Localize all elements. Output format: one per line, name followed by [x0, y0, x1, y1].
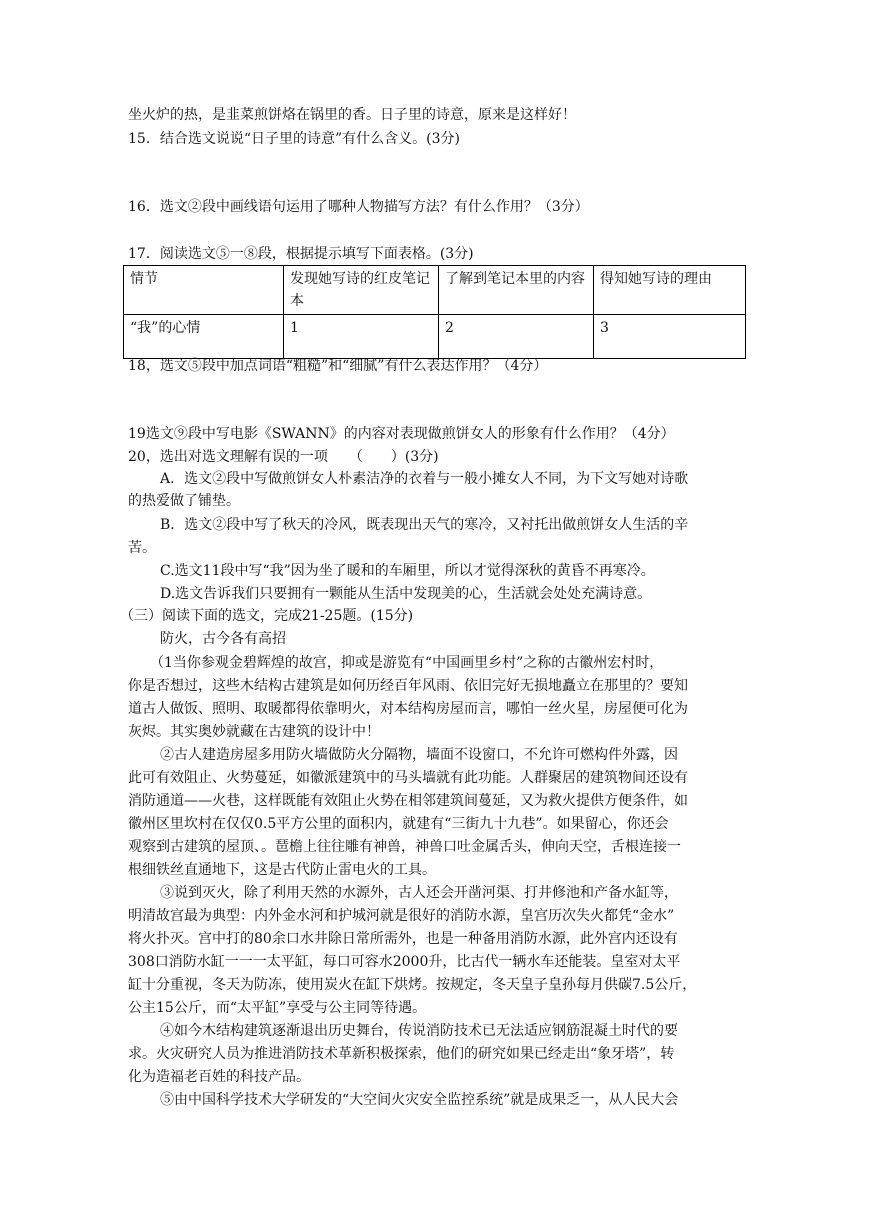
paragraph-line: 化为造福老百姓的科技产品。 [128, 1069, 310, 1085]
table-header-cell: 得知她写诗的理由 [594, 266, 746, 315]
option-c: C.选文11段中写“我”因为坐了暖和的车厢里，所以才觉得深秋的黄昏不再寒冷。 [160, 563, 655, 579]
paragraph-line: 此可有效阻止、火势蔓延，如徽派建筑中的马头墙就有此功能。人群聚居的建筑物间还设有 [128, 770, 688, 786]
paragraph-line: （1当你参观金碧辉煌的故宫，抑或是游览有“中国画里乡村”之称的古徽州宏村时， [150, 655, 664, 671]
paragraph-line: 道古人做饭、照明、取暖都得依靠明火，对本结构房屋而言，哪怕一丝火星，房屋便可化为 [128, 701, 688, 717]
paragraph-line: ⑤由中国科学技术大学研发的“大空间火灾安全监控系统”就是成果乏一，从人民大会 [160, 1092, 679, 1108]
paragraph-line: 308口消防水缸一一一太平缸，每口可容水2000升，比古代一辆水车还能装。皇室对太平 [128, 954, 681, 970]
paragraph-line: 求。火灾研究人员为推进消防技术革新积极探索，他们的研究如果已经走出“象牙塔”，转 [128, 1046, 675, 1062]
table-cell-answer: 1 [284, 315, 439, 359]
table-header-row [124, 266, 746, 315]
question-19: 19选文⑨段中写电影《SWANN》的内容对表现做煎饼女人的形象有什么作用？（4分） [128, 426, 675, 442]
paragraph-line: ④如今木结构建筑逐渐退出历史舞台，传说消防技术已无法适应钢筋混凝土时代的要 [160, 1023, 678, 1039]
option-d: D.选文告诉我们只要拥有一颗能从生活中发现美的心，生活就会处处充满诗意。 [160, 586, 652, 602]
option-b: B．选文②段中写了秋天的冷风，既表现出天气的寒冷，又衬托出做煎饼女人生活的辛 [160, 517, 689, 533]
paragraph-line: 徽州区里坎村在仅仅0.5平方公里的面积内，就建有“三街九十九巷”。如果留心，你还会 [128, 816, 669, 832]
option-a: A．选文②段中写做煎饼女人朴素洁净的衣着与一般小摊女人不同，为下文写她对诗歌 [160, 471, 689, 487]
paragraph-line: 你是否想过，这些木结构古建筑是如何历经百年风雨、依旧完好无损地矗立在那里的？要知 [128, 678, 688, 694]
question-16: 16．选文②段中画线语句运用了哪种人物描写方法？有什么作用？（3分） [128, 199, 589, 215]
table-cell-answer: 3 [594, 315, 746, 359]
paragraph-line: 灰烬。其实奥妙就藏在古建筑的设计中！ [128, 724, 380, 740]
paragraph-line: 明清故宫最为典型：内外金水河和护城河就是很好的消防水源，皇宫历次失火都凭“金水” [128, 908, 675, 924]
paragraph-line: ③说到灭火，除了利用天然的水源外，古人还会开凿河渠、打井修池和产备水缸等， [160, 885, 678, 901]
paragraph-line: ②古人建造房屋多用防火墙做防火分隔物，墙面不设窗口，不允许可燃构件外露，因 [160, 747, 678, 763]
option-a-cont: 的热爱做了铺垫。 [128, 493, 240, 509]
question-18: 18，选文⑤段中加点词语“粗糙”和“细腻”有什么表达作用？（4分） [128, 358, 548, 374]
article-title: 防火，古今各有高招 [160, 631, 286, 647]
table-header-cell: 发现她写诗的红皮笔记本 [284, 266, 439, 315]
paragraph-line: 观察到古建筑的屋顶、。琶檐上往往雕有神兽，神兽口吐金属舌头，伸向天空，舌根连接一 [128, 839, 681, 855]
table-header-cell: 情节 [124, 266, 284, 315]
table-cell-answer: 2 [439, 315, 594, 359]
question-20: 20，选出对选文理解有误的一项 （ ）(3分) [128, 449, 439, 465]
section-heading: （三）阅读下面的选文，完成21-25题。(15分) [120, 608, 414, 624]
table-header-cell: 了解到笔记本里的内容 [439, 266, 594, 315]
table-row [124, 315, 746, 359]
paragraph-line: 消防通道——火巷，这样既能有效阻止火势在相邻建筑间蔓延，又为救火提供方便条件，如 [128, 793, 688, 809]
paragraph-line: 将火扑灭。宫中打的80余口水井除日常所需外，也是一种备用消防水源，此外宫内还设有 [128, 931, 678, 947]
question-17: 17．阅读选文⑤一⑧段，根据提示填写下面表格。(3分) [128, 246, 474, 262]
question-15: 15．结合选文说说“日子里的诗意”有什么含义。(3分) [128, 131, 460, 147]
option-b-cont: 苦。 [128, 540, 156, 556]
paragraph-line: 根细铁丝直通地下，这是古代防止雷电火的工具。 [128, 862, 436, 878]
table-cell: “我”的心情 [124, 315, 284, 359]
paragraph-line: 公主15公斤，而“太平缸”享受与公主同等待遇。 [128, 1000, 427, 1016]
paragraph-line: 缸十分重视，冬天为防冻，使用炭火在缸下烘烤。按规定，冬天皇子皇孙每月供碳7.5公斤， [128, 977, 697, 993]
answer-table [123, 265, 746, 359]
text-line: 坐火炉的热，是韭菜煎饼烙在锅里的香。日子里的诗意，原来是这样好！ [128, 107, 576, 123]
